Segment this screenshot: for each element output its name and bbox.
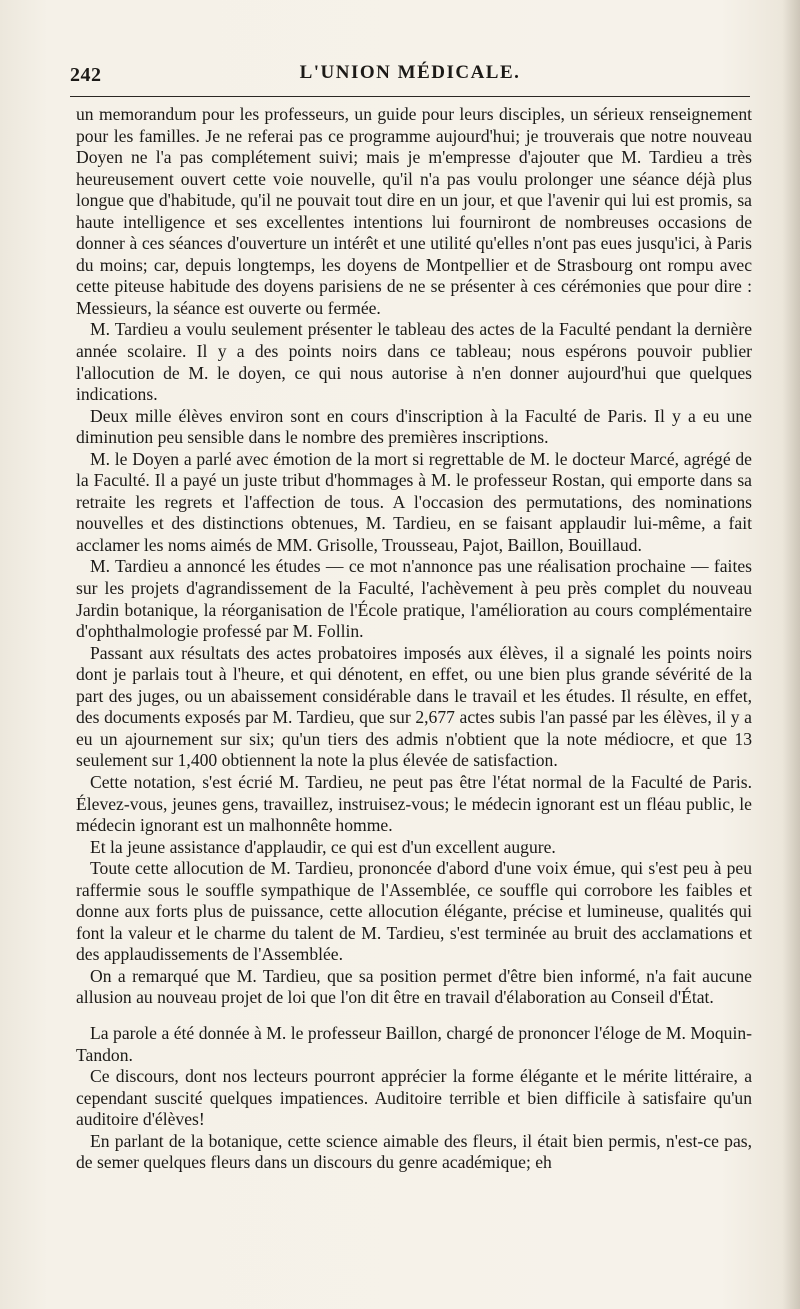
paragraph: M. le Doyen a parlé avec émotion de la mort si regrettable de M. le docteur Marcé, agrégé de la Faculté. Il a payé un juste tribut d'hommages à M. le professeur Rostan, qui emporte dans sa retraite les regrets et l'affection de tous. A l'occasion des permutations, des nominations nouvelles et des distinctions obtenues, M. Tardieu, en se faisant applaudir lui-même, a fait acclamer les noms aimés de MM. Grisolle, Trousseau, Pajot, Baillon, Bouillaud. [76,448,752,555]
paragraph: La parole a été donnée à M. le professeur Baillon, chargé de prononcer l'éloge de M. Moquin-Tandon. [76,1022,752,1065]
paragraph: Ce discours, dont nos lecteurs pourront apprécier la forme élégante et le mérite littéraire, a cependant suscité quelques impatiences. Auditoire terrible et bien difficile à satisfaire qu'un auditoire d'élèves! [76,1066,752,1130]
paragraph: Toute cette allocution de M. Tardieu, prononcée d'abord d'une voix émue, qui s'est peu à peu raffermie sous le souffle sympathique de l'Assemblée, ce souffle qui corrobore les faibles et donne aux forts plus de puissance, cette allocution élégante, précise et lumineuse, qualités qui font la valeur et le charme du talent de M. Tardieu, s'est terminée au bruit des acclamations et des applaudissements de l'Assemblée. [76,858,752,965]
paragraph: M. Tardieu a annoncé les études — ce mot n'annonce pas une réalisation prochaine — faites sur les projets d'agrandissement de la Faculté, l'achèvement à peu près complet du nouveau Jardin botanique, la réorganisation de l'École pratique, l'amélioration au cours complémentaire d'ophthalmologie professé par M. Follin. [76,556,752,642]
page-edge-shadow [782,0,800,1309]
paragraph: On a remarqué que M. Tardieu, que sa position permet d'être bien informé, n'a fait aucune allusion au nouveau projet de loi que l'on dit être en travail d'élaboration au Conseil d'État. [76,965,752,1008]
paragraph: M. Tardieu a voulu seulement présenter le tableau des actes de la Faculté pendant la dernière année scolaire. Il y a des points noirs dans ce tableau; nous espérons pouvoir publier l'allocution de M. le doyen, ce qui nous autorise à n'en donner aujourd'hui que quelques indications. [76,319,752,405]
page-number: 242 [70,64,102,86]
paragraph: Cette notation, s'est écrié M. Tardieu, ne peut pas être l'état normal de la Faculté de Paris. Élevez-vous, jeunes gens, travaillez, instruisez-vous; le médecin ignorant est un fléau public, le médecin ignorant est un malhonnête homme. [76,771,752,836]
article-body [76,104,752,1174]
journal-title: L'UNION MÉDICALE. [299,62,521,83]
paragraph: Deux mille élèves environ sont en cours d'inscription à la Faculté de Paris. Il y a eu une diminution peu sensible dans le nombre des premières inscriptions. [76,405,752,448]
paragraph: En parlant de la botanique, cette science aimable des fleurs, il était bien permis, n'est-ce pas, de semer quelques fleurs dans un discours du genre académique; eh [76,1130,752,1173]
paragraph: un memorandum pour les professeurs, un guide pour leurs disciples, un sérieux renseignement pour les familles. Je ne referai pas ce programme aujourd'hui; je trouverais que notre nouveau Doyen ne l'a pas complétement suivi; mais je m'empresse d'ajouter que M. Tardieu a très heureusement ouvert cette voie nouvelle, qu'il n'a pas voulu prolonger une séance déjà plus longue que d'habitude, qu'il ne pouvait tout dire en un jour, et que l'avenir qui lui est promis, sa haute intelligence et ses excellentes intentions lui fourniront de nombreuses occasions de donner à ces séances d'ouverture un intérêt et une utilité qu'elles n'ont pas eues jusqu'ici, à Paris du moins; car, depuis longtemps, les doyens de Montpellier et de Strasbourg ont rompu avec cette piteuse habitude des doyens parisiens de ne se présenter à ces cérémonies que pour dire : Messieurs, la séance est ouverte ou fermée. [76,104,752,318]
paragraph: Passant aux résultats des actes probatoires imposés aux élèves, il a signalé les points noirs dont je parlais tout à l'heure, et qui dénotent, en effet, ou une bien plus grande sévérité de la part des juges, ou un abaissement considérable dans le travail et les études. Il résulte, en effet, des documents exposés par M. Tardieu, que sur 2,677 actes subis l'an passé par les élèves, il y a eu un ajournement sur six; qu'un tiers des admis n'obtient que la note médiocre, et que 13 seulement sur 1,400 obtiennent la note la plus élevée de satisfaction. [76,642,752,771]
running-header [70,58,750,92]
paragraph: Et la jeune assistance d'applaudir, ce qui est d'un excellent augure. [90,836,556,857]
header-rule [70,96,750,97]
